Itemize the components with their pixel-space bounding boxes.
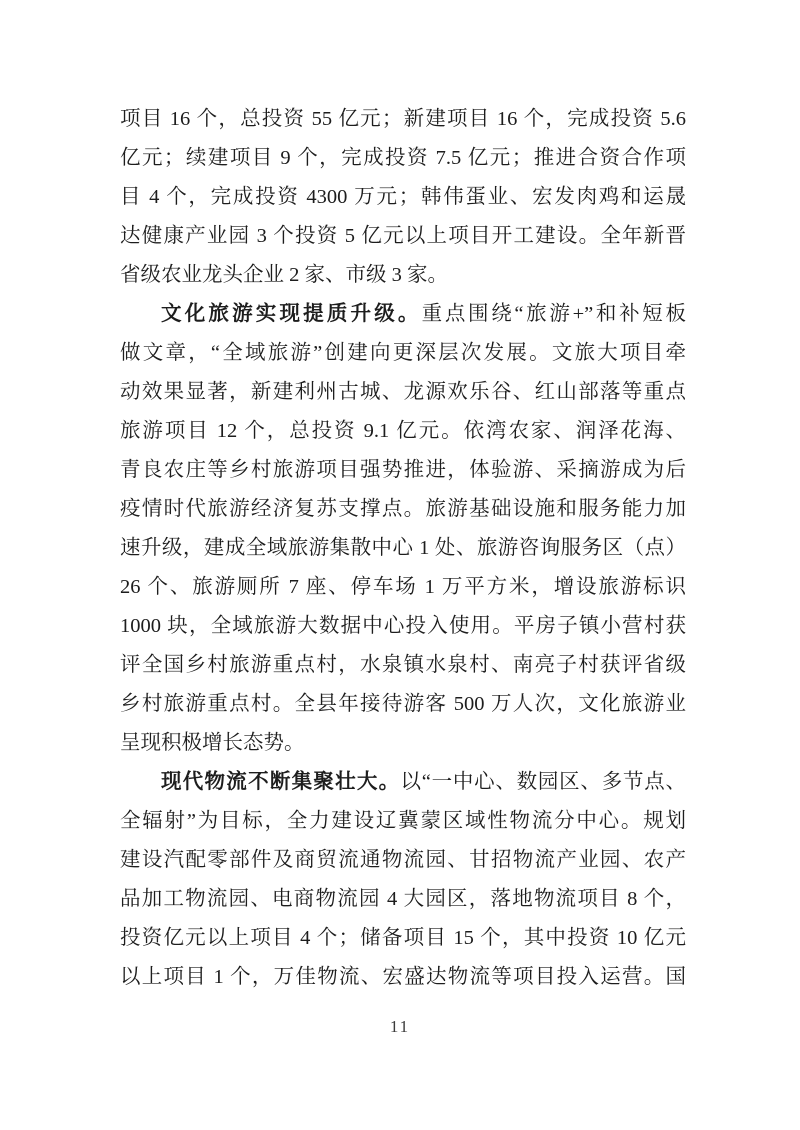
- text-line: 做文章，“全域旅游”创建向更深层次发展。文旅大项目牵: [120, 342, 686, 364]
- text-line: 达健康产业园 3 个投资 5 亿元以上项目开工建设。全年新晋: [120, 225, 686, 247]
- text-line: 建设汽配零部件及商贸流通物流园、甘招物流产业园、农产: [120, 849, 686, 871]
- text-run: 重点围绕“旅游+”和补短板: [421, 303, 687, 325]
- text-line: 青良农庄等乡村旅游项目强势推进，体验游、采摘游成为后: [120, 459, 686, 481]
- page-body-text: [120, 100, 686, 997]
- text-line: [120, 295, 686, 334]
- paragraph-lead-bold: 现代物流不断集聚壮大。: [161, 771, 401, 793]
- text-line: 投资亿元以上项目 4 个；储备项目 15 个，其中投资 10 亿元: [120, 927, 686, 949]
- text-line: 疫情时代旅游经济复苏支撑点。旅游基础设施和服务能力加: [120, 498, 686, 520]
- paragraph-agriculture-projects: [120, 100, 686, 295]
- paragraph-lead-bold: 文化旅游实现提质升级。: [161, 303, 422, 325]
- text-line: 项目 16 个，总投资 55 亿元；新建项目 16 个，完成投资 5.6: [120, 108, 686, 130]
- paragraph-modern-logistics: [120, 763, 686, 997]
- text-line: 评全国乡村旅游重点村，水泉镇水泉村、南亮子村获评省级: [120, 654, 686, 676]
- text-line: 旅游项目 12 个，总投资 9.1 亿元。依湾农家、润泽花海、: [120, 420, 686, 442]
- text-line: 动效果显著，新建利州古城、龙源欢乐谷、红山部落等重点: [120, 381, 686, 403]
- text-line: 26 个、旅游厕所 7 座、停车场 1 万平方米，增设旅游标识: [120, 576, 686, 598]
- text-line: [120, 763, 686, 802]
- text-line: 全辐射”为目标，全力建设辽冀蒙区域性物流分中心。规划: [120, 810, 686, 832]
- text-line: 呈现积极增长态势。: [120, 732, 305, 754]
- paragraph-culture-tourism: [120, 295, 686, 763]
- text-line: 以上项目 1 个，万佳物流、宏盛达物流等项目投入运营。国: [120, 966, 686, 988]
- text-line: 速升级，建成全域旅游集散中心 1 处、旅游咨询服务区（点）: [120, 537, 686, 559]
- text-line: 亿元；续建项目 9 个，完成投资 7.5 亿元；推进合资合作项: [120, 147, 686, 169]
- text-run: 以“一中心、数园区、多节点、: [400, 771, 686, 793]
- text-line: 1000 块，全域旅游大数据中心投入使用。平房子镇小营村获: [120, 615, 686, 637]
- text-line: 品加工物流园、电商物流园 4 大园区，落地物流项目 8 个，: [120, 888, 686, 910]
- text-line: 乡村旅游重点村。全县年接待游客 500 万人次，文化旅游业: [120, 693, 686, 715]
- text-line: 省级农业龙头企业 2 家、市级 3 家。: [120, 264, 448, 286]
- text-line: 目 4 个，完成投资 4300 万元；韩伟蛋业、宏发肉鸡和运晟: [120, 186, 686, 208]
- page-number: 11: [389, 1017, 411, 1036]
